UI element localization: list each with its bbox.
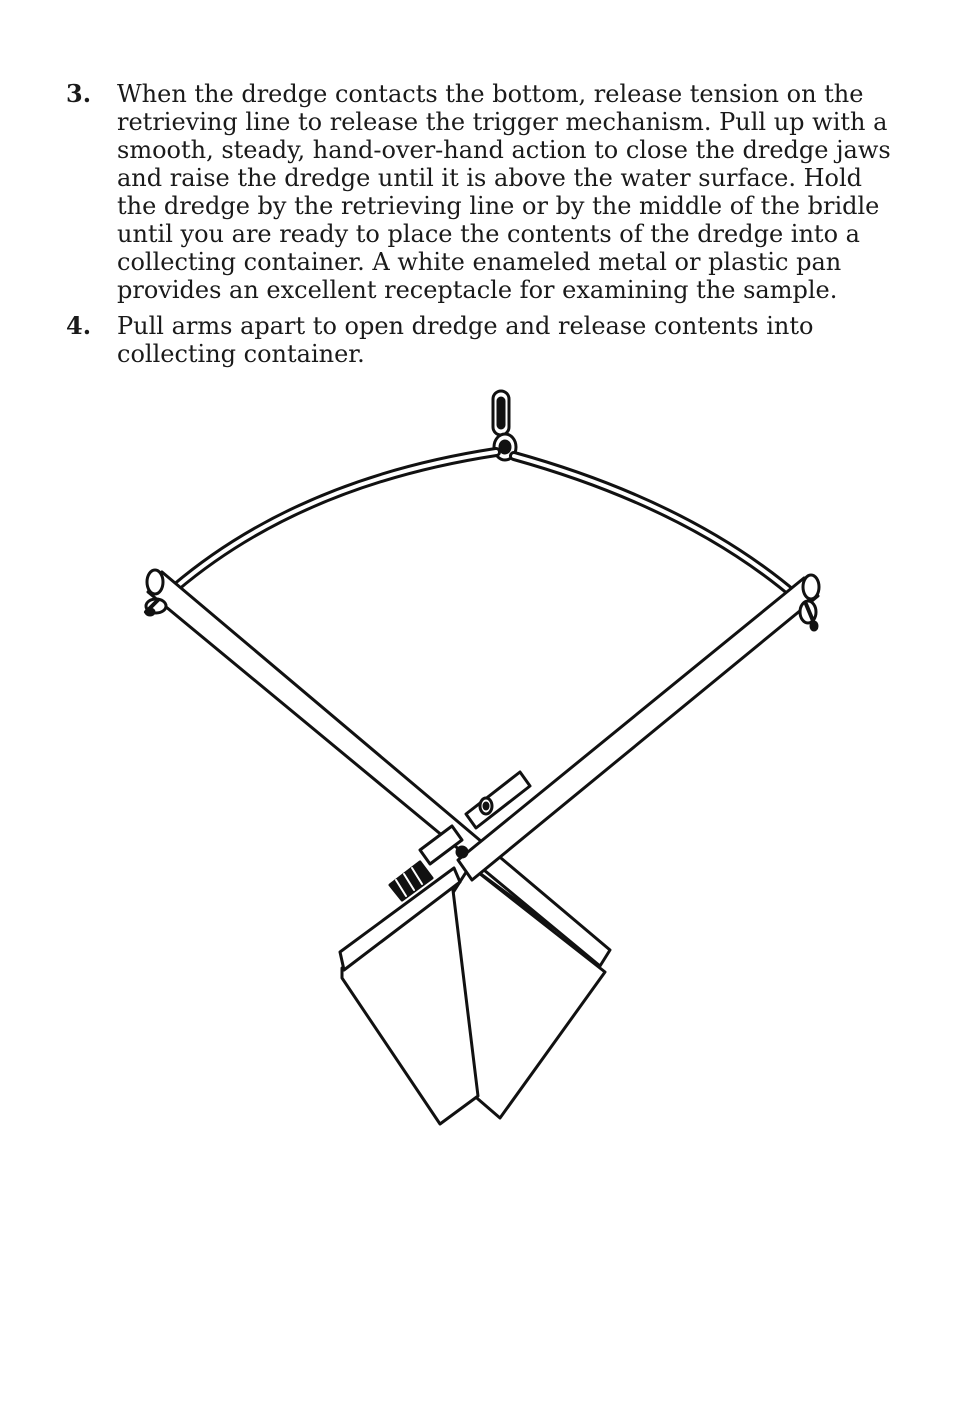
pivot-bolt (457, 847, 467, 857)
dredge-arm-left (147, 570, 610, 966)
step-number: 3. (66, 79, 92, 108)
wing-nut-left (146, 599, 166, 615)
step-3 (66, 80, 896, 304)
step-text: Pull arms apart to open dredge and release contents into collecting container. (117, 312, 814, 368)
wing-nut-right (800, 601, 817, 630)
step-text: When the dredge contacts the bottom, release tension on the retrieving line to release the trigger mechanism. Pull up with a smooth, steady, hand-over-hand action to close the dredge jaws and raise the dredge until it is above the water surface. Hold the dredge by the retrieving line or by the middle of the bridle until you are ready to place the contents of the dredge into a collecting container. A white enameled metal or plastic pan provides an excellent receptacle for examining the sample. (117, 80, 891, 304)
bridle-left (175, 452, 496, 588)
bridle-right (514, 456, 798, 598)
step-4 (66, 312, 896, 368)
step-number: 4. (66, 311, 92, 340)
dredge-arm-right (458, 575, 819, 880)
dredge-illustration (0, 380, 954, 1140)
